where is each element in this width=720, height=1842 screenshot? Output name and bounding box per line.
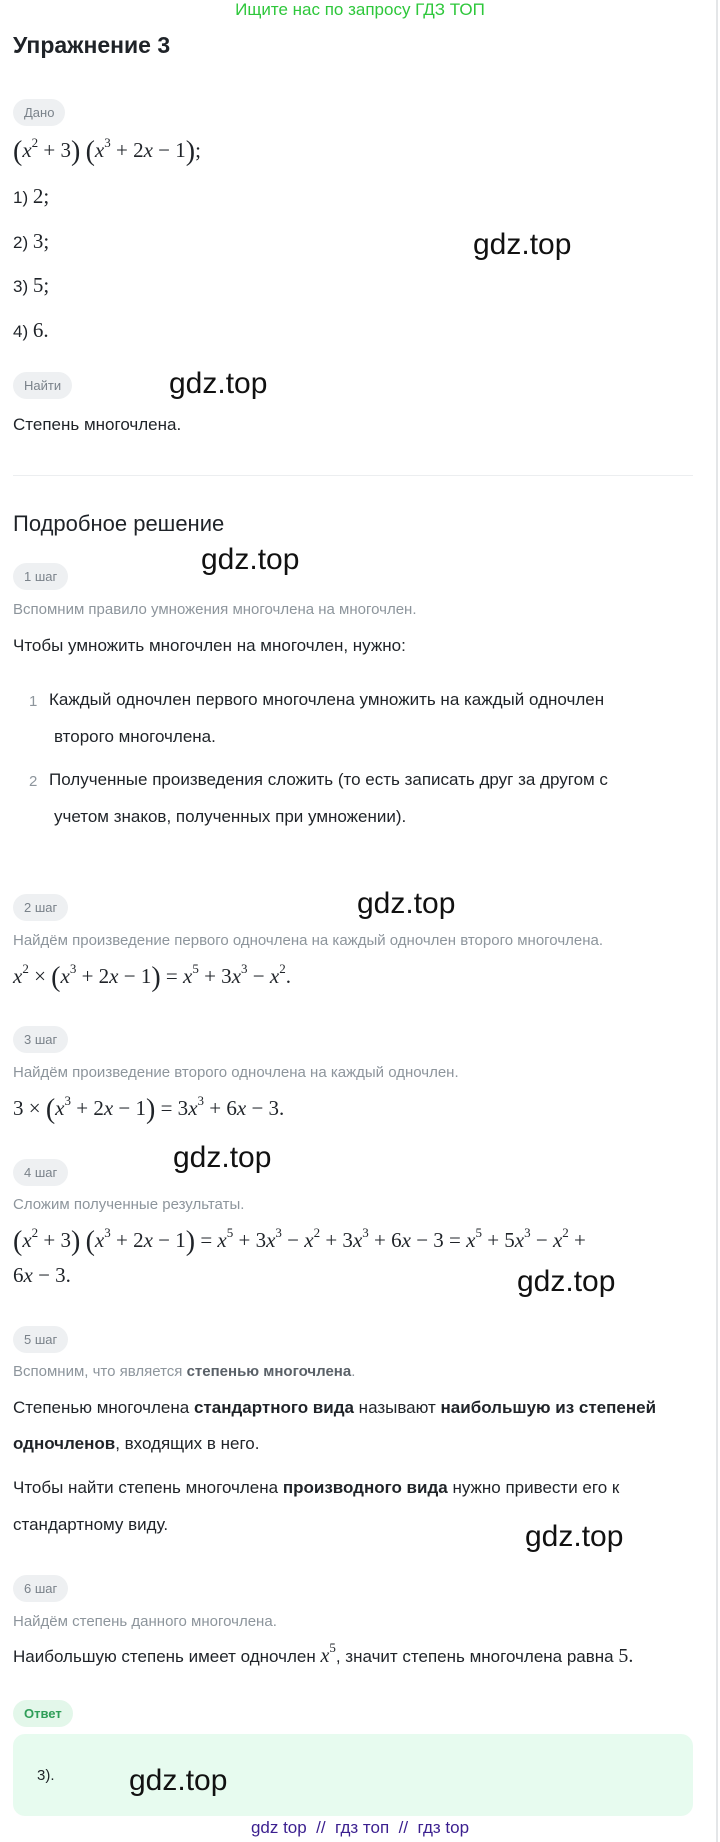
option-3-value: 5; — [32, 273, 50, 297]
watermark-1: gdz.top — [473, 228, 572, 261]
page-title: Упражнение 3 — [13, 32, 171, 58]
watermark-5: gdz.top — [173, 1141, 272, 1174]
list-item-1-line-2: второго многочлена. — [54, 727, 216, 746]
step-3-hint: Найдём произведение второго одночлена на каждый одночлен. — [13, 1064, 459, 1081]
list-item-1-number: 1 — [29, 693, 38, 710]
step-1-badge: 1 шаг — [13, 563, 68, 590]
step-2-hint: Найдём произведение первого одночлена на каждый одночлен второго многочлена. — [13, 932, 604, 949]
p1-b: стандартного вида — [193, 1398, 354, 1417]
p2-c: нужно привести его к — [447, 1478, 620, 1497]
step-1-text: Чтобы умножить многочлен на многочлен, нужно: — [13, 636, 406, 655]
step-5-p1-line-1 — [13, 1398, 656, 1418]
given-expression: $(x^2 + 3) (x^3 + 2x - 1)$; — [13, 135, 201, 167]
p1-e: одночленов — [13, 1434, 116, 1453]
step-1-hint: Вспомним правило умножения многочлена на многочлен. — [13, 601, 417, 618]
find-text: Степень многочлена. — [13, 415, 182, 434]
step-5-p2-line-1 — [13, 1478, 619, 1498]
solution-title: Подробное решение — [13, 511, 225, 536]
step-3-formula: $3 \times (x^3 + 2x - 1) = 3x^3 + 6x - 3$. — [13, 1093, 285, 1125]
step-5-badge: 5 шаг — [13, 1326, 68, 1353]
step-5-hint-post: . — [351, 1363, 356, 1380]
watermark-6: gdz.top — [517, 1265, 616, 1298]
answer-box — [13, 1734, 693, 1816]
list-item-2-line-2: учетом знаков, полученных при умножении). — [54, 807, 407, 826]
list-item-2-number: 2 — [29, 773, 38, 790]
answer-badge: Ответ — [13, 1700, 73, 1727]
step-3-badge: 3 шаг — [13, 1026, 68, 1053]
step-5-p2-line-2: стандартному виду. — [13, 1515, 169, 1534]
option-1-value: 2; — [32, 184, 50, 208]
list-item-1-line-1: Каждый одночлен первого многочлена умножить на каждый одночлен — [49, 690, 605, 709]
option-2-value: 3; — [32, 229, 50, 253]
option-4: 4) 6. — [13, 318, 49, 342]
footer-links[interactable]: gdz top // гдз топ // гдз top — [250, 1818, 470, 1837]
step-5-p1-line-2 — [13, 1434, 260, 1454]
step-6-text-a: Наибольшую степень имеет одночлен — [13, 1647, 321, 1666]
step-6-text-b: , значит степень многочлена равна — [335, 1647, 619, 1666]
p1-d: наибольшую из степеней — [440, 1398, 657, 1417]
divider — [13, 475, 693, 476]
p2-a: Чтобы найти степень многочлена — [13, 1478, 283, 1497]
step-4-badge: 4 шаг — [13, 1159, 68, 1186]
watermark-7: gdz.top — [525, 1520, 624, 1553]
step-4-formula-line-2: 6x − 3. — [13, 1263, 71, 1287]
scrollbar-track[interactable] — [716, 0, 718, 1842]
answer-text: 3). — [37, 1767, 55, 1784]
watermark-3: gdz.top — [201, 543, 300, 576]
option-1: 1) 2; — [13, 184, 50, 208]
watermark-2: gdz.top — [169, 367, 268, 400]
watermark-8: gdz.top — [129, 1764, 228, 1797]
step-4-formula-line-1: $(x^2 + 3) (x^3 + 2x - 1) = x^5 + 3x^3 - x^2 + 3x^3 + 6x - 3 = x^5 + 5x^3 - x^2$ + — [13, 1225, 586, 1257]
step-6-hint: Найдём степень данного многочлена. — [13, 1613, 277, 1630]
step-4-hint: Сложим полученные результаты. — [13, 1196, 245, 1213]
top-banner[interactable]: Ищите нас по запросу ГДЗ ТОП — [235, 0, 485, 19]
step-5-hint-bold: степенью многочлена — [186, 1363, 352, 1380]
step-5-hint-pre: Вспомним, что является — [13, 1363, 187, 1380]
p1-f: , входящих в него. — [115, 1434, 260, 1453]
p2-b: производного вида — [282, 1478, 448, 1497]
step-2-badge: 2 шаг — [13, 894, 68, 921]
option-2: 2) 3; — [13, 229, 50, 253]
list-item-2-line-1: Полученные произведения сложить (то есть записать друг за другом с — [49, 770, 608, 789]
option-3: 3) 5; — [13, 273, 50, 297]
watermark-4: gdz.top — [357, 887, 456, 920]
step-2-formula: $x^2 \times (x^3 + 2x - 1) = x^5 + 3x^3 - x^2$. — [13, 961, 291, 993]
step-6-badge: 6 шаг — [13, 1575, 68, 1602]
step-5-hint — [13, 1363, 355, 1380]
step-6-text: Наибольшую степень имеет одночлен $x^5$, значит степень многочлена равна 5. — [13, 1640, 634, 1667]
p1-a: Степенью многочлена — [13, 1398, 194, 1417]
option-4-value: 6. — [32, 318, 49, 342]
given-badge: Дано — [13, 99, 65, 126]
p1-c: называют — [353, 1398, 441, 1417]
find-badge: Найти — [13, 372, 72, 399]
